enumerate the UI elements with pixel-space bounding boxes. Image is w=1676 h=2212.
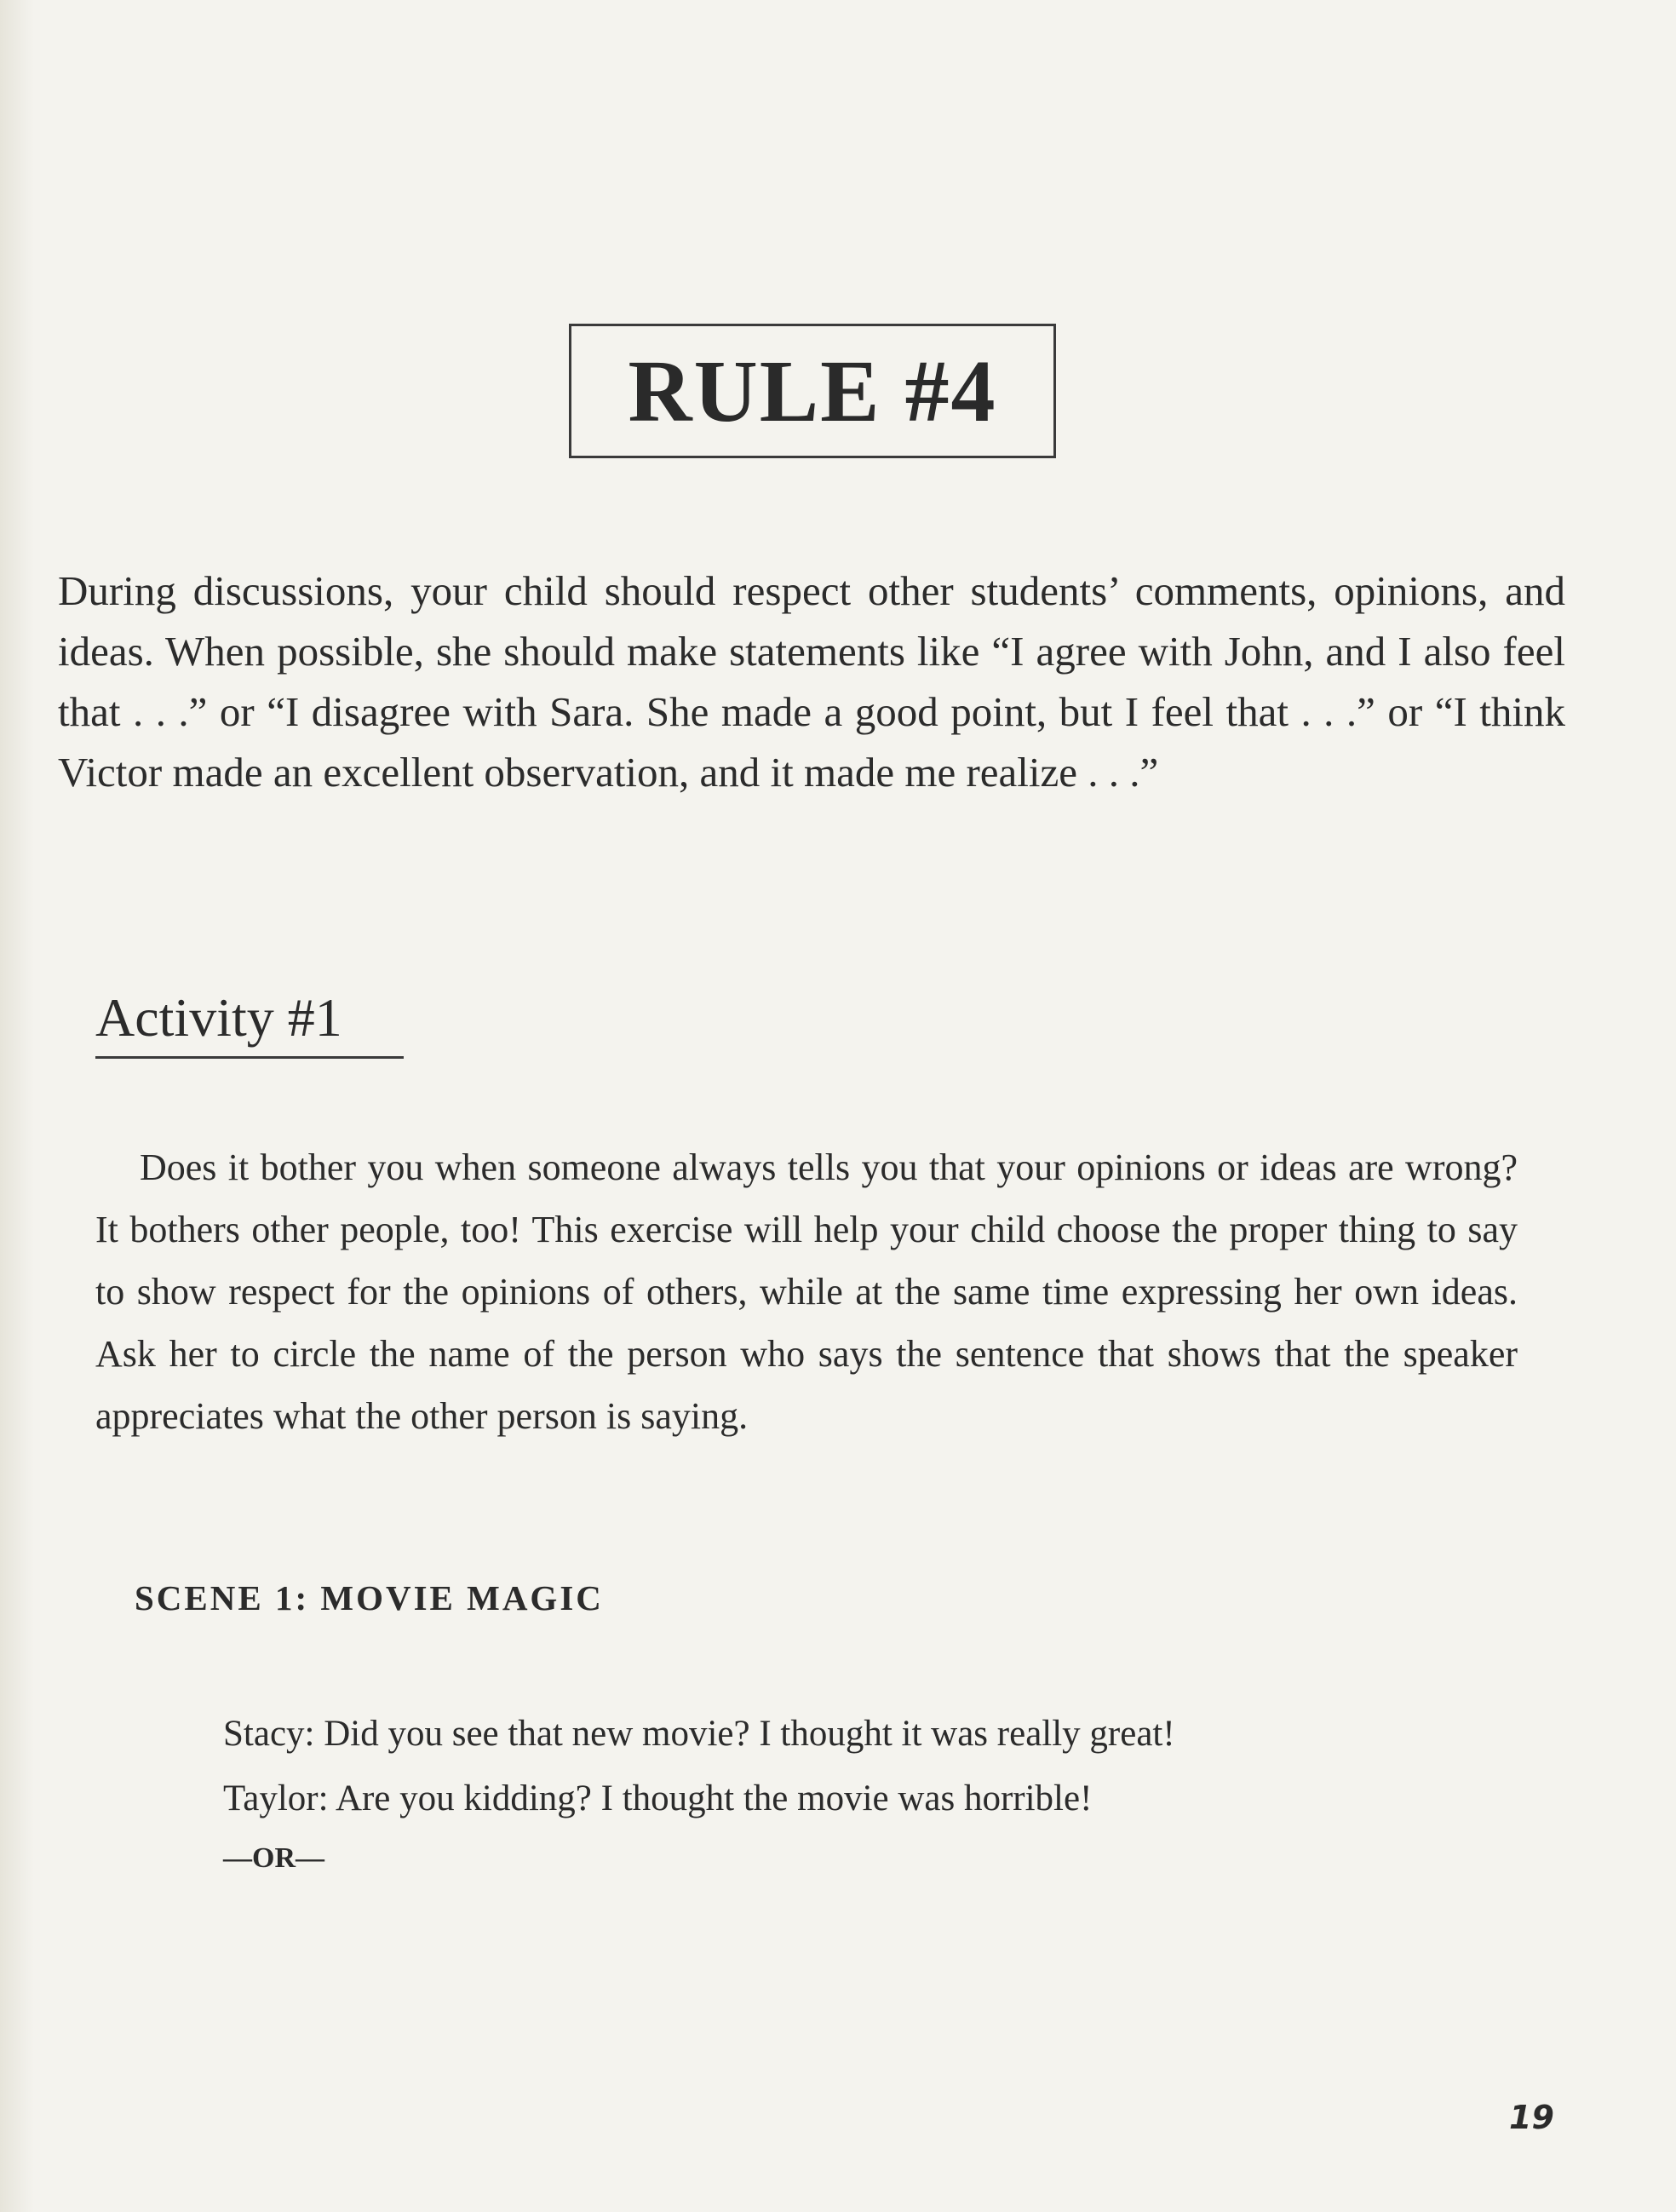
dialogue-line-taylor: Taylor: Are you kidding? I thought the movie was horrible! xyxy=(223,1778,1093,1818)
activity-instructions: Does it bother you when someone always tells you that your opinions or ideas are wrong? It bothers other people, too! This exercise will help your child choose the proper thing to say to show respect for the opinions of others, while at the same time expressing her own ideas. Ask her to circle the name of the person who says the sentence that shows that the speaker appreciates what the other person is saying. xyxy=(95,1146,1518,1437)
page-number: 19 xyxy=(1509,2099,1554,2136)
or-divider: —OR— xyxy=(223,1842,324,1874)
scene-dialogue xyxy=(223,1702,1175,1886)
scene-title: SCENE 1: MOVIE MAGIC xyxy=(135,1578,604,1617)
activity-heading: Activity #1 xyxy=(95,986,404,1059)
intro-paragraph: During discussions, your child should respect other students’ comments, opinions, and ideas. When possible, she should make statements like “I agree with John, and I also feel that . . .” or “I disagree with Sara. She made a good point, but I feel that . . .” or “I think Victor made an excellent observation, and it made me realize . . .” xyxy=(58,567,1565,796)
rule-title: RULE #4 xyxy=(628,342,997,440)
rule-title-box xyxy=(569,324,1056,458)
page-edge-shadow xyxy=(0,0,34,2212)
dialogue-line-stacy: Stacy: Did you see that new movie? I thought it was really great! xyxy=(223,1714,1175,1754)
